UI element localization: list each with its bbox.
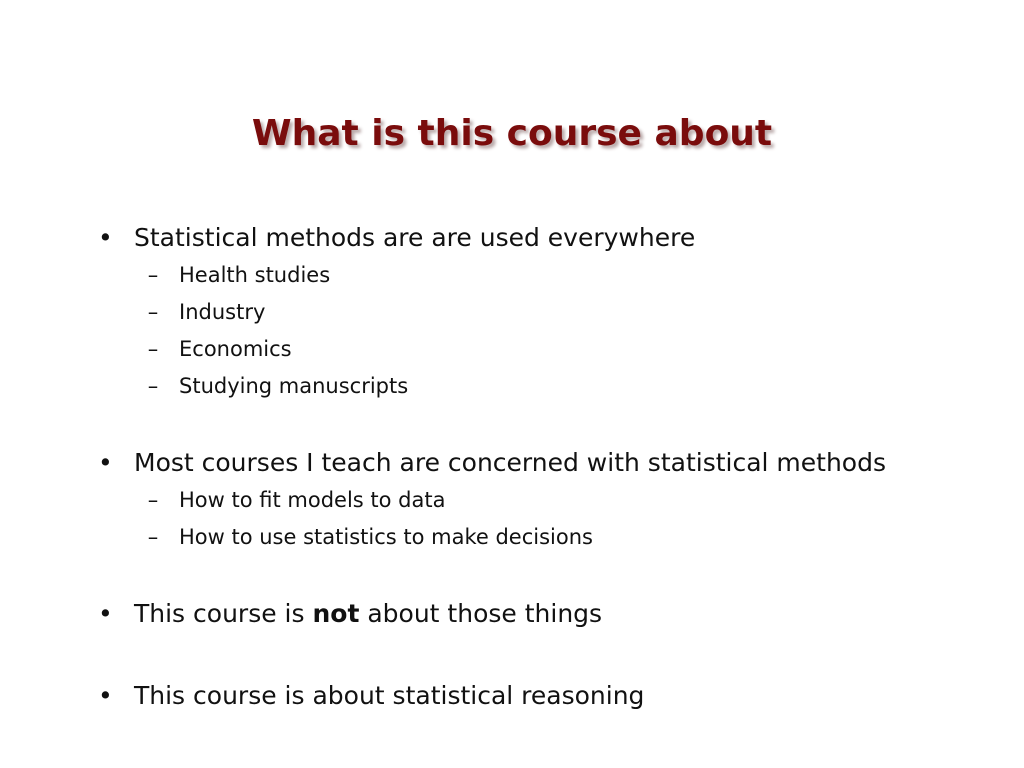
bullet-icon: •	[98, 223, 113, 252]
bullet-icon: •	[98, 681, 113, 710]
sub-bullet-text: How to fit models to data	[179, 488, 446, 512]
sub-bullet-text: Economics	[179, 337, 292, 361]
bullet-icon: •	[98, 448, 113, 477]
sub-bullet-text: Studying manuscripts	[179, 374, 409, 398]
dash-icon: –	[147, 300, 159, 324]
bullet-icon: •	[98, 599, 113, 628]
bullet-text-before: This course is	[134, 599, 313, 628]
slide-title: What is this course about	[251, 113, 773, 154]
bullet-text: Most courses I teach are concerned with statistical methods	[134, 448, 886, 477]
dash-icon: –	[147, 488, 159, 512]
bullet-text	[134, 598, 602, 630]
bullet-text-emphasis: not	[312, 599, 360, 628]
sub-bullet-text: Industry	[179, 300, 266, 324]
dash-icon: –	[147, 525, 159, 549]
bullet-text-after: about those things	[359, 599, 603, 628]
bullet-text: Statistical methods are are used everywhere	[134, 223, 696, 252]
dash-icon: –	[147, 374, 159, 398]
dash-icon: –	[147, 263, 159, 287]
sub-bullet-text: How to use statistics to make decisions	[179, 525, 593, 549]
sub-bullet-text: Health studies	[179, 263, 331, 287]
bullet-text: This course is about statistical reasoning	[134, 681, 645, 710]
dash-icon: –	[147, 337, 159, 361]
